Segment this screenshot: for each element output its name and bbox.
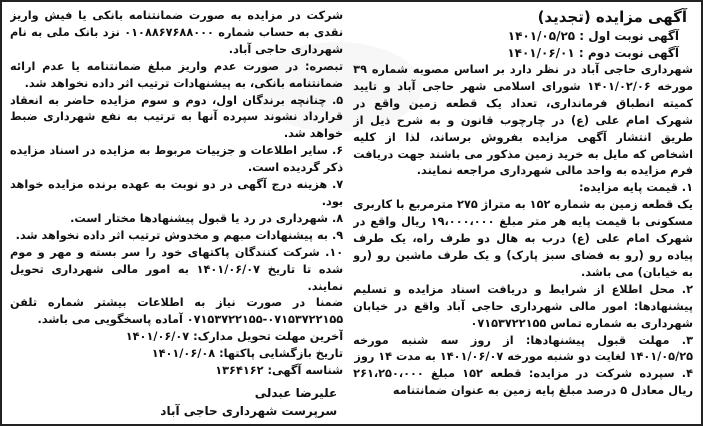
item-7: ۷. هزینه درج آگهی در دو نوبت به عهده برنده مزایده خواهد بود. <box>10 178 344 208</box>
opening-date: تاریخ بازگشایی پاکتها: ۱۴۰۱/۰۶/۰۸ <box>151 347 344 361</box>
first-publication-date: آگهی نوبت اول : ۱۴۰۱/۰۵/۲۵ <box>507 29 679 43</box>
item-8: ۸. شهرداری در رد یا قبول پیشنهادها مختار است. <box>70 211 344 225</box>
note: تبصره: در صورت عدم واریز مبلغ ضمانتنامه یا عدم ارائه ضمانتنامه بانکی، به پیشنهادات ترتیب اثر داده نخواهد شد. <box>10 59 344 90</box>
item-9: ۹. به پیشنهادات مبهم و مخدوش ترتیب اثر داده نخواهد شد. <box>15 228 344 242</box>
item-1-text: یک قطعه زمین به شماره ۱۵۲ به متراژ ۲۷۵ مترمربع با کاربری مسکونی با قیمت پایه هر متر مبلغ ۱۹،۰۰۰،۰۰۰ ریال واقع در شهرک امام علی (ع) درب به هال دو طرف راه، یک طرف پیاده رو (رو به فضای سبز پارک) و یک طرف ماشین رو (رو به خیابان) می باشد. <box>353 198 693 279</box>
item-6: ۶. سایر اطلاعات و جزییات مربوط به مزایده در اسناد مزایده ذکر گردیده است. <box>10 144 344 175</box>
item-3: ۳. مهلت قبول پیشنهادها: از روز سه شنبه مورخه ۱۴۰۱/۰۵/۲۵ لغایت دو شنبه مورخه ۱۴۰۱/۰۶/۰۷ به مدت ۱۴ روز <box>353 333 693 364</box>
second-publication-date: آگهی نوبت دوم : ۱۴۰۱/۰۶/۰۱ <box>507 46 679 60</box>
item-10: ۱۰. شرکت کنندگان پاکتهای خود را سر بسته و مهر و موم شده تا تاریخ ۱۴۰۱/۰۶/۰۷ به امور مالی شهرداری تحویل نمایند. <box>10 245 344 293</box>
signature-block <box>10 384 343 420</box>
ad-title: آگهی مزایده (تجدید) <box>537 8 687 26</box>
contact-info: ضمنا در صورت نیاز به اطلاعات بیشتر شماره تلفن ۰۷۱۵۳۷۲۲۱۵۵-۰۷۱۵۳۷۲۲۱۵۵ آماده پاسخگویی می باشد. <box>10 296 344 327</box>
submission-deadline: آخرین مهلت تحویل مدارک: ۱۴۰۱/۰۶/۰۷ <box>125 330 344 344</box>
ad-column-right <box>353 8 693 420</box>
ad-column-left <box>10 8 343 420</box>
ad-identifier: شناسه آگهی: ۱۳۶۴۱۶۲ <box>215 364 344 378</box>
signer-title: سرپرست شهرداری حاجی آباد <box>160 404 338 418</box>
item-1-heading: ۱. قیمت پایه مزایده: <box>579 181 693 195</box>
ad-intro: شهرداری حاجی آباد در نظر دارد بر اساس مصوبه شماره ۳۹ مورخه ۱۴۰۱/۰۲/۰۶ شورای اسلامی شهر حاجی آباد و تایید کمیته انطباق فرمانداری، تعداد یک قطعه زمین واقع در شهرک امام علی (ع) در چارچوب قانون و به شرح ذیل از طریق انتشار آگهی مزایده بفروش برساند، لذا از کلیه اشخاص که مایل به خرید زمین مذکور می باشند جهت دریافت فرم مزایده به واحد مالی شهرداری مراجعه نمایند. <box>353 63 693 178</box>
item-4-continued: شرکت در مزایده به صورت ضمانتنامه بانکی یا فیش واریز نقدی به حساب شماره ۰۱۰۸۸۶۷۶۸۸۰۰۰ نزد بانک ملی به نام شهرداری حاجی آباد. <box>10 9 344 56</box>
item-5: ۵. چنانچه برندگان اول، دوم و سوم مزایده حاضر به انعقاد قرارداد نشوند سپرده آنها به ترتیب به نفع شهرداری ضبط خواهد شد. <box>10 93 344 141</box>
item-4: ۴. سپرده شرکت در مزایده: قطعه ۱۵۲ مبلغ ۲۶۱،۲۵۰،۰۰۰ ریال معادل ۵ درصد مبلغ پایه زمین به عنوان ضمانتنامه <box>353 367 693 398</box>
signer-name: علیرضا عبدلی <box>254 386 338 400</box>
item-2: ۲. محل اطلاع از شرایط و دریافت اسناد مزایده و تسلیم پیشنهادها: امور مالی شهرداری حاجی آباد واقع در خیابان شهرداری به شماره تماس ۰۷۱۵۳۷۲۲۱۵۵ <box>353 282 693 330</box>
